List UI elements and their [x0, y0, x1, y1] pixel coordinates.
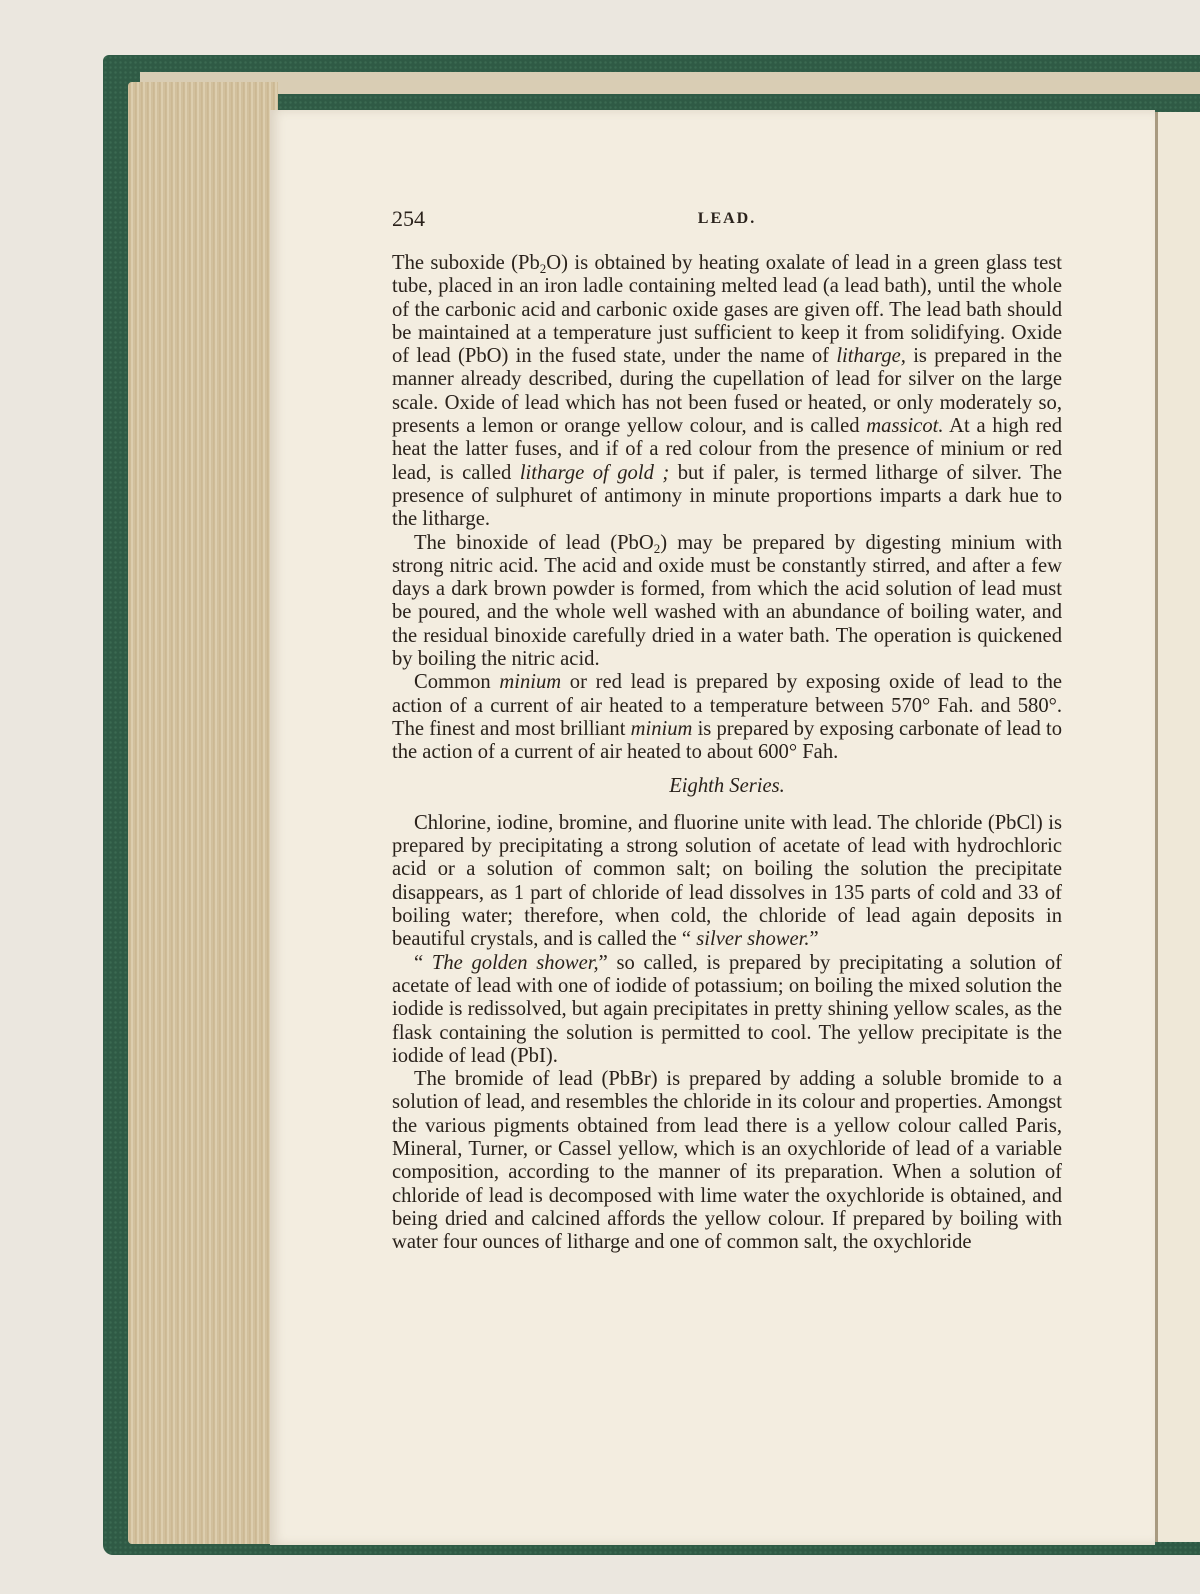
paragraph	[392, 952, 1062, 1068]
subscript: 2	[653, 540, 661, 556]
text-run: The bromide of lead (PbBr) is prepared by adding a soluble bromide to a solution of lead, and resembles the chloride in its colour and properties. Amongst the various pigments obtained from lead there is a yellow colour called Paris, Mineral, Turner, or Cassel yellow, which is an oxychloride of lead of a variable composition, according to the manner of its preparation. When a solution of chloride of lead is decomposed with lime water the oxychloride is obtained, and being dried and calcined affords the yellow colour. If prepared by boiling with water four ounces of litharge and one of common salt, the oxychloride	[392, 1068, 1062, 1254]
italic-term: silver shower.	[696, 928, 810, 951]
italic-term: minium	[630, 717, 693, 740]
page-block-edges	[128, 82, 278, 1544]
paragraph	[392, 671, 1062, 764]
italic-term: litharge of gold ;	[519, 461, 670, 484]
text-run: The suboxide (Pb	[392, 252, 540, 274]
text-run: but if paler, is termed litharge of silver. The presence of sulphuret of antimony in minute proportions imparts a dark hue to the litharge.	[392, 461, 1062, 531]
paragraph	[392, 1068, 1062, 1254]
text-run: “	[414, 951, 432, 974]
page-edges-top	[140, 72, 1200, 94]
subscript: 2	[539, 261, 547, 276]
paragraph	[392, 812, 1062, 952]
text-run: or red lead is prepared by exposing oxide of lead to the action of a current of air heated to a temperature between 570° Fah. and 580°. The finest and most brilliant	[392, 671, 1063, 740]
section-heading: Eighth Series.	[669, 774, 785, 797]
text-run: At a high red heat the latter fuses, and if of a red colour from the presence of minium or red lead, is called	[392, 415, 1062, 484]
body-text	[392, 252, 1062, 1254]
text-run: ) may be prepared by digesting minium with strong nitric acid. The acid and oxide must be constantly stirred, and after a few days a dark brown powder is formed, from which the acid solution of lead must be poured, and the whole well washed with an abundance of boiling water, and the residual binoxide carefully dried in a water bath. The operation is quickened by boiling the nitric acid.	[392, 531, 1062, 671]
italic-term: minium	[499, 671, 562, 694]
italic-term: litharge,	[836, 345, 906, 368]
facing-page-edge	[1155, 112, 1200, 1542]
running-head: LEAD.	[697, 210, 757, 227]
page-header	[392, 206, 1062, 242]
page-number: 254	[392, 206, 425, 231]
text-run: Common	[414, 671, 500, 694]
paragraph	[392, 532, 1062, 672]
text-run: ”	[809, 928, 819, 951]
italic-term: The golden shower,	[431, 951, 599, 974]
paragraph	[392, 252, 1062, 532]
text-run: The binoxide of lead (PbO	[414, 531, 654, 554]
text-run: is prepared in the manner already described, during the cupellation of lead for silver on the large scale. Oxide of lead which has not been fused or heated, or only moderately so, presents a lemon or orange yellow colour, and is called	[392, 345, 1062, 438]
italic-term: massicot.	[866, 415, 944, 438]
text-run: is prepared by exposing carbonate of lead to the action of a current of air heated to about 600° Fah.	[392, 717, 1062, 764]
text-run: ” so called, is prepared by precipitating a solution of acetate of lead with one of iodide of potassium; on boiling the mixed solution the iodide is redissolved, but again precipitates in pretty shining yellow scales, as the flask containing the solution is permitted to cool. The yellow precipitate is the iodide of lead (PbI).	[392, 951, 1062, 1067]
text-run: O) is obtained by heating oxalate of lead in a green glass test tube, placed in an iron ladle containing melted lead (a lead bath), until the whole of the carbonic acid and carbonic oxide gases are given off. The lead bath should be maintained at a temperature just sufficient to keep it from solidifying. Oxide of lead (PbO) in the fused state, under the name of	[392, 252, 1062, 368]
text-run: Chlorine, iodine, bromine, and fluorine unite with lead. The chloride (PbCl) is prepared by precipitating a strong solution of acetate of lead with hydrochloric acid or a solution of common salt; on boiling the solution the precipitate disappears, as 1 part of chloride of lead dissolves in 135 parts of cold and 33 of boiling water; therefore, when cold, the chloride of lead again deposits in beautiful crystals, and is called the “	[392, 811, 1062, 951]
